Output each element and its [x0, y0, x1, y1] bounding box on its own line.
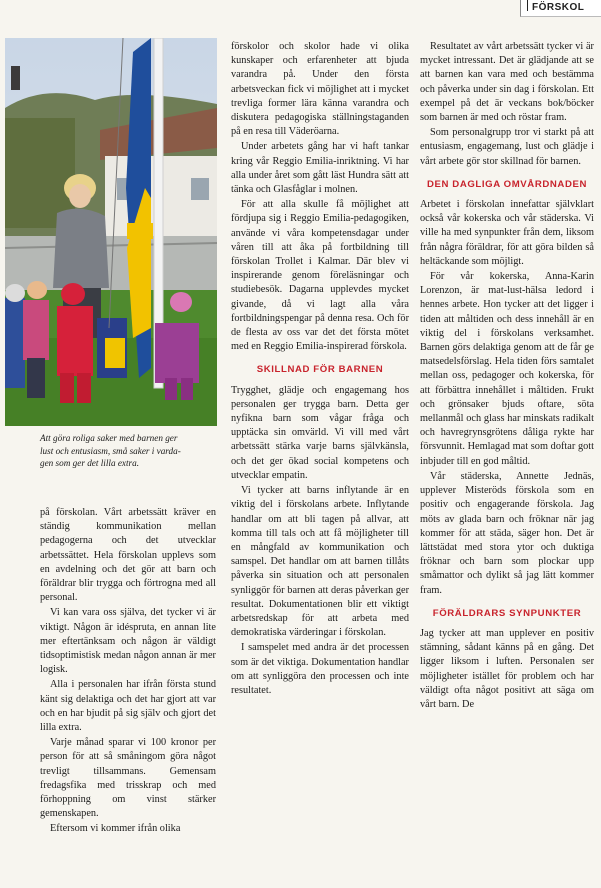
column-2: [231, 40, 409, 699]
paragraph: Jag tycker att man upplever en positiv stämning, sådant känns på en gång. Det ligger liksom i luften. Personalen ser möjligheter istället för problem och har väldigt ofta något positivt att säga om vårt barn. De: [420, 627, 594, 710]
article-photo: [5, 38, 217, 426]
column-3: [420, 40, 594, 713]
section-heading: DEN DAGLIGA OMVÅRDNADEN: [426, 178, 587, 190]
caption-line: Att göra roliga saker med barnen ger: [40, 433, 178, 443]
paragraph: Alla i personalen har ifrån första stund känt sig delaktiga och det har gjort att var och en har bjudit på sig själv och gjort det lilla extra.: [40, 679, 216, 734]
section-label: FÖRSKOL: [532, 2, 585, 13]
section-heading: SKILLNAD FÖR BARNEN: [256, 364, 384, 376]
paragraph: förskolor och skolor hade vi olika kunskaper och erfarenheter att bjuda varandra på. Under den första arbetsveckan fick vi möjlighet att i mycket trevliga former lära känna varandra och diskutera pedagogiska ställningstaganden på en resa till Väderöarna.: [231, 41, 409, 138]
photo-caption: [40, 432, 212, 470]
paragraph: Resultatet av vårt arbetssätt tycker vi är mycket intressant. Det är glädjande att se att barnen kan vara med och bestämma och påverka under sin dag i förskolan. Ett exempel på det är veckans bok/böcker som barnen är med och röstar fram.: [420, 41, 594, 124]
paragraph: Vår städerska, Annette Jednäs, upplever Misteröds förskola som en positiv och engagerande förskola. Jag möts av glada barn och fröknar när jag kommer för att städa, säger hon. Det är lättstädat med stora ytor och duktiga fröknar och barn som plockar upp småmattor och dylikt så jag lätt kommer fram.: [420, 470, 594, 596]
paragraph: Under arbetets gång har vi haft tankar kring vår Reggio Emilia-inriktning. Vi har alla under året som gått läst Hundra sätt att tänka och Glasfåglar i molnen.: [231, 141, 409, 196]
paragraph: Trygghet, glädje och engagemang hos personalen ger trygga barn. Detta ger nyfikna barn som vågar fråga och upptäcka sin omvärld. Vi vill med vårt arbetssätt stärka varje barns självkänsla, och det ger ökad social kompetens och utvecklar empatin.: [231, 384, 409, 481]
section-tag: [520, 0, 601, 17]
caption-line: lust och entusiasm, små saker i varda-: [40, 445, 181, 456]
paragraph: Vi kan vara oss själva, det tycker vi är viktigt. Någon är idéspruta, en annan lite mer eftertänksam och någon är väldigt tidsoptimistisk medan någon annan är mer logisk.: [40, 607, 216, 676]
caption-line: gen som ger det lilla extra.: [40, 458, 140, 468]
paragraph: på förskolan. Vårt arbetssätt kräver en ständig kommunikation mellan pedagogerna och det utvecklar arbetssättet. Hela förskolan upplevs som en avdelning och det gör att barn och föräldrar blir trygga och förtrogna med all personal.: [40, 507, 216, 604]
paragraph: Som personalgrupp tror vi starkt på att entusiasm, engagemang, lust och glädje i vårt arbete gör stor skillnad för barnen.: [420, 127, 594, 167]
paragraph: För vår kokerska, Anna-Karin Lorenzon, är mat-lust-hälsa ledord i hennes arbete. Hon tycker att det ligger i tiden att måltiden och dess innehåll är en viktig del i förskolans verksamhet. Barnen görs delaktiga genom att de får ge matsedelsförslag. Hela tiden förs samtalet mellan oss, pedagoger och kokerska, för att förbättra innehållet i måltiden. Frukt och grönsaker bjuds oftare, söta mellanmål och glass har minskats radikalt och havregrynsgrötens dåliga rykte har försvunnit. Hemlagad mat som doftar gott inbjuder till en god måltid.: [420, 271, 594, 467]
column-1: [40, 506, 216, 838]
paragraph: I samspelet med andra är det processen som är det viktiga. Dokumentation handlar om att synliggöra den processen och inte resultatet.: [231, 642, 409, 696]
paragraph: Vi tycker att barns inflytande är en viktig del i förskolans arbete. Inflytande handlar om att bli tagen på allvar, att komma till tals och att få möjligheter till en mångfald av kommunikation och samspel. Det handlar om att barnen tillåts påverka sin situation och att personalen synliggör för barnen att deras påverkan ger resultat. Dokumentationen blir ett viktigt arbetsredskap för att arbeta med demokratiska värderingar i förskolan.: [231, 485, 409, 639]
section-heading: FÖRÄLDRARS SYNPUNKTER: [432, 607, 582, 619]
paragraph: Eftersom vi kommer ifrån olika: [50, 823, 181, 835]
paragraph: För att alla skulle få möjlighet att fördjupa sig i Reggio Emilia-pedagogiken, använde vi våra kompetensdagar under våren till att åka på fortbildning till förskolan Trollet i Kalmar. Där blev vi inspirerande genom föreläsningar och studiebesök. Dagarna upplevdes mycket givande, då vi lagt alla våra fortbildningspengar på denna resa. Och för de flesta av oss var det det första mötet med en Reggio Emilia-inspirerad förskola.: [231, 199, 409, 353]
paragraph: Arbetet i förskolan innefattar självklart också vår kokerska och vår städerska. Vi ville ha med synpunkter från dem, liksom från några föräldrar, för att göra bilden så heltäckande som möjligt.: [420, 199, 594, 267]
paragraph: Varje månad sparar vi 100 kronor per person för att så småningom göra något trevligt tillsammans. Gemensam fredagsfika med trisskrap och med förhoppning om vinst stärker gemenskapen.: [40, 737, 216, 820]
